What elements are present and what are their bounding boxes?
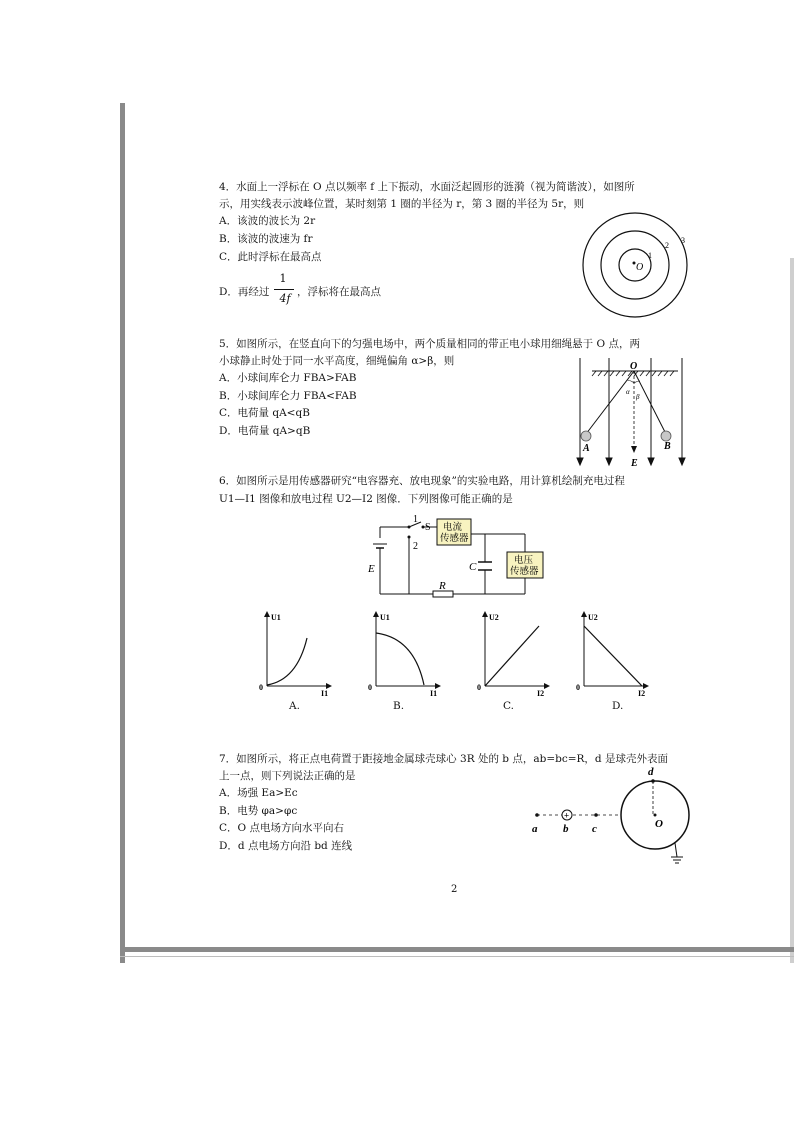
- page-bottom-border-shadow: [120, 956, 794, 957]
- q5-pendulum-figure: [570, 356, 695, 471]
- q6-graph-c: [473, 608, 553, 698]
- q5-option-d: D．电荷量 qA>qB: [219, 425, 311, 437]
- q4-option-b: B．该波的波速为 fr: [219, 233, 313, 245]
- svg-text:+: +: [564, 810, 570, 821]
- page-right-border: [790, 258, 794, 963]
- q6d-ylabel: U2: [588, 613, 598, 622]
- q6-graph-a-caption: A.: [289, 700, 300, 712]
- q5-label-beta: β: [636, 393, 640, 401]
- q6-voltage-sensor-line2: 传感器: [510, 567, 539, 577]
- q6-current-sensor-line2: 传感器: [440, 534, 469, 544]
- page-number: 2: [451, 884, 458, 895]
- q7-stem-line2: 上一点，则下列说法正确的是: [219, 770, 356, 782]
- q5-label-b: B: [664, 441, 671, 452]
- q4-ripple-figure: [580, 210, 690, 320]
- q4-option-d-suffix: ，浮标将在最高点: [297, 286, 381, 298]
- q5-option-c: C．电荷量 qA<qB: [219, 407, 310, 419]
- q6a-ylabel: U1: [271, 613, 281, 622]
- q6-label-e: E: [368, 563, 375, 575]
- q6-graph-b-caption: B.: [393, 700, 405, 712]
- q6-circuit-figure: [365, 512, 555, 607]
- q6-graph-a: [255, 608, 335, 698]
- q5-stem-line1: 5．如图所示，在竖直向下的匀强电场中，两个质量相同的带正电小球用细绳悬于 O 点，两: [219, 338, 640, 350]
- q4-option-c: C．此时浮标在最高点: [219, 251, 322, 263]
- q4-ring-label-2: 2: [665, 241, 669, 250]
- q6-graph-c-caption: C.: [503, 700, 514, 712]
- q6d-xlabel: I2: [638, 689, 646, 698]
- q4-option-d-prefix: D．再经过: [219, 286, 270, 298]
- q6-label-c: C: [469, 561, 477, 573]
- q6b-xlabel: I1: [430, 689, 438, 698]
- q7-label-d: d: [648, 766, 654, 778]
- q5-label-a: A: [583, 443, 590, 454]
- q5-label-alpha: α: [626, 388, 630, 396]
- q7-option-c: C．O 点电场方向水平向右: [219, 822, 344, 834]
- q6-switch-pos2: 2: [413, 541, 418, 552]
- q6c-xlabel: I2: [537, 689, 545, 698]
- q4-option-d-denominator: 4f: [279, 292, 291, 305]
- q7-option-b: B．电势 φa>φc: [219, 805, 298, 817]
- q4-stem-line2: 示，用实线表示波峰位置，某时刻第 1 圈的半径为 r，第 3 圈的半径为 5r，则: [219, 198, 585, 210]
- q6-stem-line1: 6．如图所示是用传感器研究“电容器充、放电现象”的实验电路，用计算机绘制充电过程: [219, 475, 625, 487]
- q6a-origin: 0: [259, 683, 263, 692]
- q5-option-a: A．小球间库仑力 FBA>FAB: [219, 372, 357, 384]
- q7-label-b: b: [563, 823, 569, 835]
- q4-ring-label-3: 3: [681, 236, 685, 245]
- q6-switch-label: S: [425, 522, 431, 533]
- q6c-ylabel: U2: [489, 613, 499, 622]
- q6-graph-d: [572, 608, 652, 698]
- q4-stem-line1: 4．水面上一浮标在 O 点以频率 f 上下振动，水面泛起圆形的涟漪（视为简谐波），如图所: [219, 181, 635, 193]
- q6b-ylabel: U1: [380, 613, 390, 622]
- page-bottom-border: [120, 947, 794, 952]
- q6-graph-d-caption: D.: [612, 700, 624, 712]
- q6-label-r: R: [439, 580, 446, 592]
- q5-label-e: E: [631, 458, 638, 469]
- q7-option-d: D．d 点电场方向沿 bd 连线: [219, 840, 353, 852]
- q6d-origin: 0: [576, 683, 580, 692]
- q5-stem-line2: 小球静止时处于同一水平高度，细绳偏角 α>β，则: [219, 355, 455, 367]
- q6-current-sensor-line1: 电流: [443, 523, 463, 533]
- q4-option-d-fraction-bar: [274, 289, 294, 290]
- q6-switch-pos1: 1: [413, 514, 418, 525]
- q4-option-a: A．该波的波长为 2r: [219, 215, 316, 227]
- q6b-origin: 0: [368, 683, 372, 692]
- q7-option-a: A．场强 Ea>Ec: [219, 787, 298, 799]
- q7-sphere-figure: [525, 765, 705, 870]
- q7-label-a: a: [532, 823, 538, 835]
- q6-stem-line2: U1—I1 图像和放电过程 U2—I2 图像．下列图像可能正确的是: [219, 493, 513, 505]
- q7-label-c: c: [592, 823, 597, 835]
- q4-center-label: O: [636, 262, 644, 273]
- q6c-origin: 0: [477, 683, 481, 692]
- q6a-xlabel: I1: [321, 689, 329, 698]
- q6-graph-b: [364, 608, 444, 698]
- q4-option-d-numerator: 1: [279, 272, 287, 285]
- q7-stem-line1: 7．如图所示，将正点电荷置于距接地金属球壳球心 3R 处的 b 点，ab=bc=R，d 是球壳外表面: [219, 753, 668, 765]
- q5-label-o: O: [630, 361, 638, 372]
- q6-voltage-sensor-line1: 电压: [514, 556, 534, 566]
- q5-option-b: B．小球间库仑力 FBA<FAB: [219, 390, 357, 402]
- q4-ring-label-1: 1: [648, 251, 652, 260]
- page-left-border: [120, 103, 125, 963]
- q7-label-o: O: [655, 818, 663, 830]
